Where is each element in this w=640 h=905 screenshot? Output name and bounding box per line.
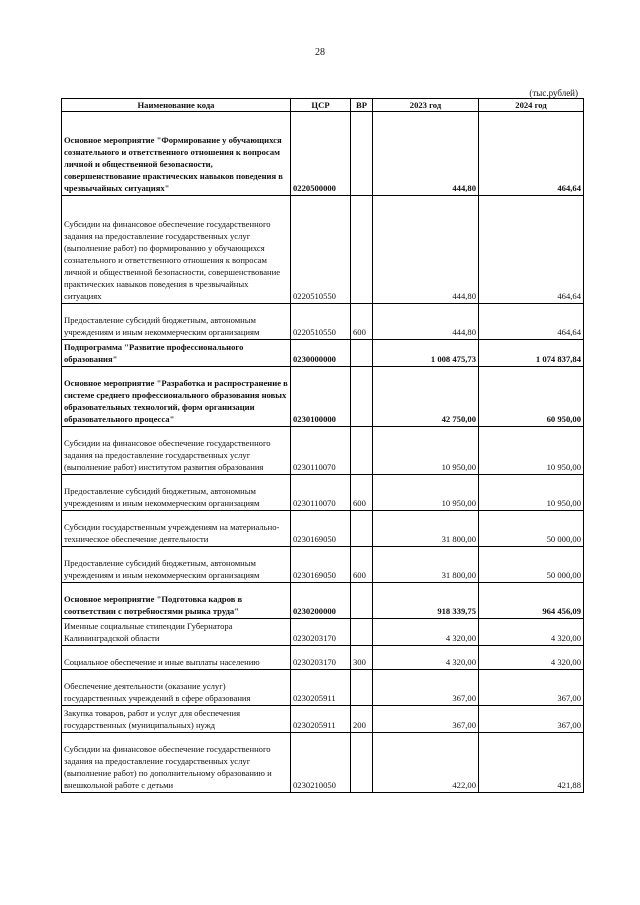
cell-csr: 0230205911 [291,670,351,706]
cell-2023: 10 950,00 [373,475,479,511]
cell-vr: 600 [351,304,373,340]
cell-csr: 0230205911 [291,706,351,733]
cell-csr: 0230100000 [291,367,351,427]
cell-vr [351,427,373,475]
cell-csr: 0230169050 [291,547,351,583]
cell-2023: 444,80 [373,196,479,304]
cell-2024: 367,00 [479,706,584,733]
cell-2023: 918 339,75 [373,583,479,619]
cell-csr: 0230200000 [291,583,351,619]
table-row [62,475,584,511]
cell-vr [351,619,373,646]
cell-name: Основное мероприятие "Подготовка кадров в соответствии с потребностями рынка труда" [62,583,291,619]
cell-vr [351,340,373,367]
table-row [62,583,584,619]
cell-2023: 422,00 [373,733,479,793]
cell-vr [351,511,373,547]
table-row [62,367,584,427]
cell-csr: 0220500000 [291,112,351,196]
cell-name: Субсидии на финансовое обеспечение государственного задания на предоставление государственных услуг (выполнение работ) по формированию у обучающихся сознательного и ответственного отношения к вопросам личной и общественной безопасности, совершенствование практических навыков поведения в чрезвычайных ситуациях [62,196,291,304]
cell-2023: 42 750,00 [373,367,479,427]
header-vr: ВР [351,99,373,112]
cell-2023: 444,80 [373,112,479,196]
cell-name: Социальное обеспечение и иные выплаты населению [62,646,291,670]
cell-2024: 464,64 [479,112,584,196]
cell-2023: 4 320,00 [373,646,479,670]
cell-vr: 600 [351,547,373,583]
table-row [62,706,584,733]
cell-2024: 50 000,00 [479,511,584,547]
cell-2023: 31 800,00 [373,547,479,583]
cell-csr: 0230000000 [291,340,351,367]
cell-2024: 60 950,00 [479,367,584,427]
cell-2023: 4 320,00 [373,619,479,646]
cell-2023: 367,00 [373,706,479,733]
cell-2024: 50 000,00 [479,547,584,583]
cell-name: Основное мероприятие "Разработка и распространение в системе среднего профессионального образования новых образовательных технологий, форм организации образовательного процесса" [62,367,291,427]
header-csr: ЦСР [291,99,351,112]
cell-csr: 0230203170 [291,646,351,670]
cell-vr: 200 [351,706,373,733]
cell-csr: 0220510550 [291,196,351,304]
table-row [62,340,584,367]
header-name: Наименование кода [62,99,291,112]
cell-2024: 464,64 [479,304,584,340]
cell-csr: 0230169050 [291,511,351,547]
cell-2023: 367,00 [373,670,479,706]
cell-vr [351,733,373,793]
table-row [62,112,584,196]
cell-name: Субсидии государственным учреждениям на материально-техническое обеспечение деятельности [62,511,291,547]
cell-2023: 1 008 475,73 [373,340,479,367]
cell-2024: 964 456,09 [479,583,584,619]
cell-name: Предоставление субсидий бюджетным, автономным учреждениям и иным некоммерческим организациям [62,547,291,583]
cell-csr: 0220510550 [291,304,351,340]
cell-vr [351,196,373,304]
cell-2024: 421,88 [479,733,584,793]
cell-2024: 464,64 [479,196,584,304]
cell-name: Закупка товаров, работ и услуг для обеспечения государственных (муниципальных) нужд [62,706,291,733]
budget-table [61,98,584,793]
table-row [62,304,584,340]
table-row [62,619,584,646]
cell-vr: 300 [351,646,373,670]
table-row [62,670,584,706]
units-label: (тыс.рублей) [529,88,578,98]
cell-2023: 444,80 [373,304,479,340]
table-header-row [62,99,584,112]
cell-2024: 10 950,00 [479,475,584,511]
cell-csr: 0230203170 [291,619,351,646]
cell-name: Именные социальные стипендии Губернатора Калининградской области [62,619,291,646]
table-row [62,547,584,583]
cell-name: Субсидии на финансовое обеспечение государственного задания на предоставление государственных услуг (выполнение работ) институтом развития образования [62,427,291,475]
table-row [62,646,584,670]
cell-csr: 0230110070 [291,475,351,511]
cell-name: Подпрограмма "Развитие профессионального образования" [62,340,291,367]
table-row [62,427,584,475]
cell-vr [351,367,373,427]
cell-2024: 4 320,00 [479,646,584,670]
cell-csr: 0230110070 [291,427,351,475]
cell-2024: 367,00 [479,670,584,706]
cell-2024: 1 074 837,84 [479,340,584,367]
cell-name: Предоставление субсидий бюджетным, автономным учреждениям и иным некоммерческим организациям [62,304,291,340]
cell-vr: 600 [351,475,373,511]
table-row [62,733,584,793]
cell-name: Обеспечение деятельности (оказание услуг) государственных учреждений в сфере образования [62,670,291,706]
cell-2024: 10 950,00 [479,427,584,475]
cell-2023: 31 800,00 [373,511,479,547]
page-number: 28 [315,47,325,58]
cell-name: Предоставление субсидий бюджетным, автономным учреждениям и иным некоммерческим организациям [62,475,291,511]
table-row [62,511,584,547]
cell-csr: 0230210050 [291,733,351,793]
cell-name: Субсидии на финансовое обеспечение государственного задания на предоставление государственных услуг (выполнение работ) по дополнительному образованию и внешкольной работе с детьми [62,733,291,793]
cell-2023: 10 950,00 [373,427,479,475]
header-2023: 2023 год [373,99,479,112]
cell-2024: 4 320,00 [479,619,584,646]
header-2024: 2024 год [479,99,584,112]
cell-name: Основное мероприятие "Формирование у обучающихся сознательного и ответственного отношения к вопросам личной и общественной безопасности, совершенствование практических навыков поведения в чрезвычайных ситуациях" [62,112,291,196]
cell-vr [351,112,373,196]
cell-vr [351,583,373,619]
table-row [62,196,584,304]
cell-vr [351,670,373,706]
